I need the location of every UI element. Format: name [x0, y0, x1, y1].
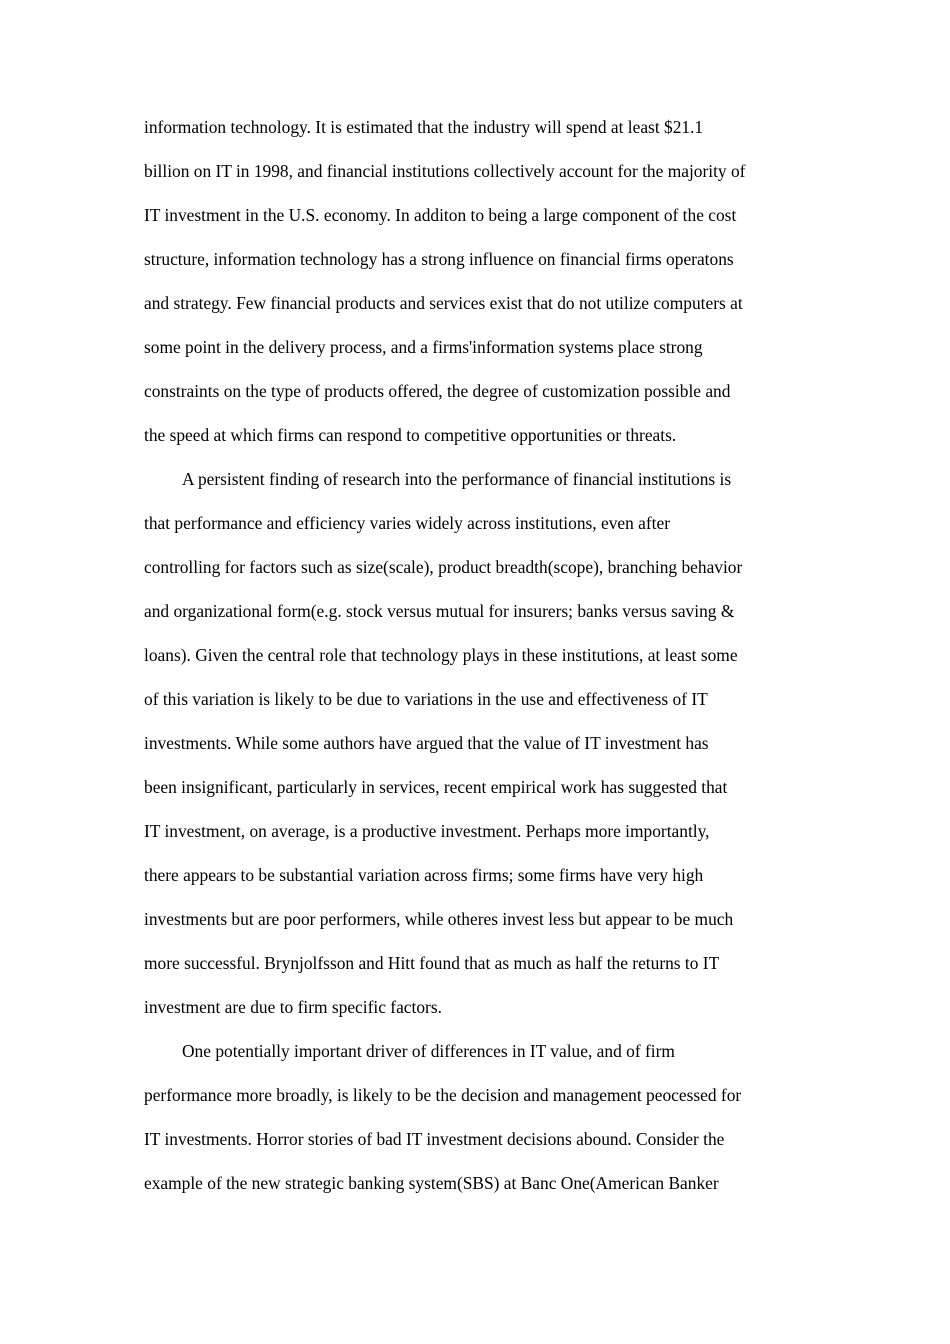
text-line: example of the new strategic banking system(SBS) at Banc One(American Banker [144, 1173, 719, 1193]
text-line: been insignificant, particularly in services, recent empirical work has suggested that [144, 777, 728, 797]
text-line: that performance and efficiency varies widely across institutions, even after [144, 513, 671, 533]
text-line: constraints on the type of products offered, the degree of customization possible and [144, 381, 731, 401]
text-line: there appears to be substantial variation across firms; some firms have very high [144, 865, 704, 885]
text-line: investments but are poor performers, while otheres invest less but appear to be much [144, 909, 734, 929]
text-line: performance more broadly, is likely to be the decision and management peocessed for [144, 1085, 742, 1105]
text-line: IT investments. Horror stories of bad IT investment decisions abound. Consider the [144, 1129, 725, 1149]
body-text [144, 105, 814, 1205]
text-line: billion on IT in 1998, and financial institutions collectively account for the majority of [144, 161, 746, 181]
paragraph-3 [144, 1029, 814, 1205]
text-line: more successful. Brynjolfsson and Hitt found that as much as half the returns to IT [144, 953, 720, 973]
text-line: investment are due to firm specific factors. [144, 997, 442, 1017]
text-line: information technology. It is estimated that the industry will spend at least $21.1 [144, 117, 704, 137]
text-line: IT investment, on average, is a productive investment. Perhaps more importantly, [144, 821, 710, 841]
text-line: IT investment in the U.S. economy. In additon to being a large component of the cost [144, 205, 737, 225]
text-line: One potentially important driver of differences in IT value, and of firm [182, 1041, 675, 1061]
text-line: A persistent finding of research into the performance of financial institutions is [182, 469, 732, 489]
text-line: and organizational form(e.g. stock versus mutual for insurers; banks versus saving & [144, 601, 735, 621]
text-line: loans). Given the central role that technology plays in these institutions, at least some [144, 645, 738, 665]
text-line: the speed at which firms can respond to competitive opportunities or threats. [144, 425, 677, 445]
paragraph-1 [144, 105, 814, 457]
paragraph-2 [144, 457, 814, 1029]
text-line: investments. While some authors have argued that the value of IT investment has [144, 733, 709, 753]
text-line: controlling for factors such as size(scale), product breadth(scope), branching behavior [144, 557, 743, 577]
text-line: of this variation is likely to be due to variations in the use and effectiveness of IT [144, 689, 708, 709]
text-line: structure, information technology has a strong influence on financial firms operatons [144, 249, 734, 269]
text-line: some point in the delivery process, and a firms'information systems place strong [144, 337, 703, 357]
text-line: and strategy. Few financial products and services exist that do not utilize computers at [144, 293, 743, 313]
